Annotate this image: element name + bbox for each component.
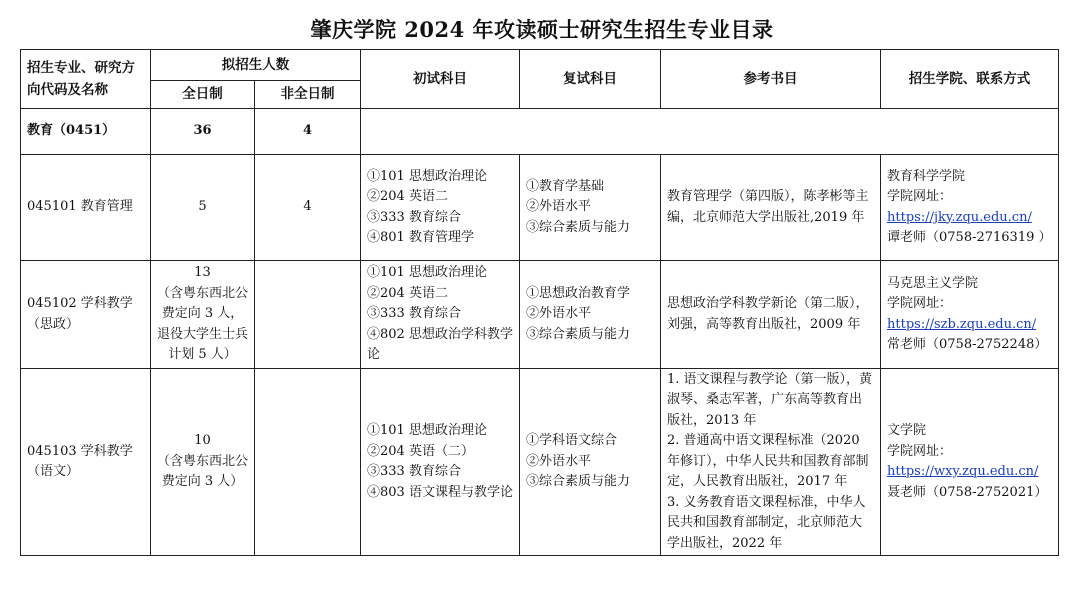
reference-books: 思想政治学科教学新论（第二版），刘强，高等教育出版社，2009 年: [661, 261, 881, 369]
retest-subjects: ①学科语文综合 ②外语水平 ③综合素质与能力: [520, 369, 661, 556]
college-contact: [881, 369, 1059, 556]
program-name: 045103 学科教学（语文）: [21, 369, 151, 556]
table-row: [21, 155, 1059, 261]
initial-exam-subjects: ①101 思想政治理论 ②204 英语二 ③333 教育综合 ④801 教育管理学: [361, 155, 520, 261]
contact-person: 谭老师（0758-2716319 ）: [887, 230, 1052, 245]
page-title: 肇庆学院 2024 年攻读硕士研究生招生专业目录: [310, 17, 774, 42]
retest-subjects: ①思想政治教育学 ②外语水平 ③综合素质与能力: [520, 261, 661, 369]
part-time-quota: 4: [255, 155, 361, 261]
college-name: 教育科学学院: [887, 168, 966, 184]
website-label: 学院网址：: [887, 296, 953, 311]
header-program: 招生专业、研究方向代码及名称: [21, 50, 151, 109]
website-label: 学院网址：: [887, 443, 953, 459]
college-contact: [881, 155, 1059, 261]
part-time-quota: [255, 369, 361, 556]
header-college-contact: 招生学院、联系方式: [881, 50, 1059, 109]
reference-books: 1. 语文课程与教学论（第一版），黄淑琴、桑志军著，广东高等教育出版社，2013 年 2. 普通高中语文课程标准（2020 年修订），中华人民共和国教育部制定，人民教育出版社，2017 年 3. 义务教育语文课程标准，中华人民共和国教育部制定，北京师范大学出版社，2022 年: [661, 369, 881, 556]
part-time-quota: [255, 261, 361, 369]
header-references: 参考书目: [661, 50, 881, 109]
program-catalog-table: [20, 49, 1059, 556]
college-website-link[interactable]: https://jky.zqu.edu.cn/: [887, 209, 1032, 225]
contact-person: 聂老师（0758-2752021）: [887, 484, 1048, 500]
table-row: [21, 261, 1059, 369]
program-name: 045102 学科教学（思政）: [21, 261, 151, 369]
college-website-link[interactable]: https://wxy.zqu.edu.cn/: [887, 464, 1039, 479]
table-row: [21, 369, 1059, 556]
full-time-quota: 10 （含粤东西北公费定向 3 人）: [151, 369, 255, 556]
college-website-link[interactable]: https://szb.zqu.edu.cn/: [887, 316, 1037, 332]
header-quota: 拟招生人数: [151, 50, 361, 81]
category-row: [21, 109, 1059, 155]
header-initial-exam: 初试科目: [361, 50, 520, 109]
full-time-quota: 5: [151, 155, 255, 261]
header-row-1: [21, 50, 1059, 81]
header-retest: 复试科目: [520, 50, 661, 109]
initial-exam-subjects: ①101 思想政治理论 ②204 英语（二） ③333 教育综合 ④803 语文课程与教学论: [361, 369, 520, 556]
website-label: 学院网址：: [887, 189, 953, 204]
header-full-time: 全日制: [151, 81, 255, 109]
header-part-time: 非全日制: [255, 81, 361, 109]
category-full-time: 36: [151, 109, 255, 155]
full-time-quota: 13 （含粤东西北公费定向 3 人，退役大学生士兵计划 5 人）: [151, 261, 255, 369]
college-contact: [881, 261, 1059, 369]
college-name: 文学院: [887, 423, 927, 438]
category-name: 教育（0451）: [21, 109, 151, 155]
category-empty-cell: [361, 109, 1059, 155]
reference-books: 教育管理学（第四版），陈孝彬等主编，北京师范大学出版社,2019 年: [661, 155, 881, 261]
initial-exam-subjects: ①101 思想政治理论 ②204 英语二 ③333 教育综合 ④802 思想政治学科教学论: [361, 261, 520, 369]
program-name: 045101 教育管理: [21, 155, 151, 261]
college-name: 马克思主义学院: [887, 275, 979, 291]
contact-person: 常老师（0758-2752248）: [887, 337, 1048, 352]
retest-subjects: ①教育学基础 ②外语水平 ③综合素质与能力: [520, 155, 661, 261]
category-part-time: 4: [255, 109, 361, 155]
